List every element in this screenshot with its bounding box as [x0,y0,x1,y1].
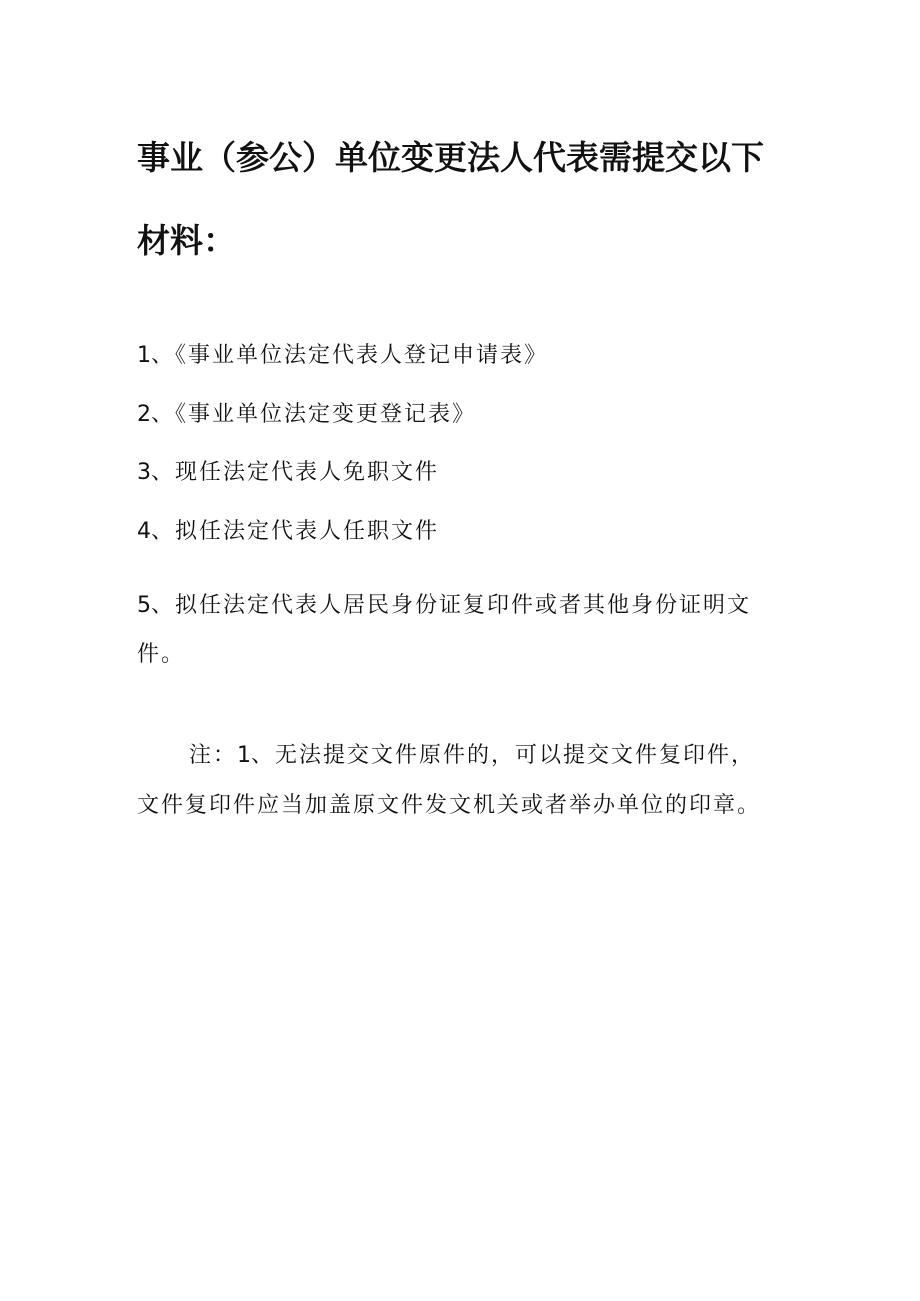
list-item-separator: 、 [151,593,176,618]
note-line-2: 文件复印件应当加盖原文件发文机关或者举办单位的印章。 [137,793,762,818]
list-item-text: 《事业单位法定代表人登记申请表》 [175,343,549,368]
list-item-separator: 、 [151,460,176,485]
list-item [137,458,439,488]
document-title-line-1: 事业（参公）单位变更法人代表需提交以下 [137,138,764,177]
list-item-text: 现任法定代表人免职文件 [175,460,440,485]
note-number: 1 [237,743,252,768]
list-item-separator: 、 [151,343,176,368]
list-item-number: 2 [137,402,151,427]
document-title-line-2: 材料： [137,221,236,260]
list-item-number: 5 [137,593,151,618]
list-item-text: 拟任法定代表人任职文件 [175,519,440,544]
list-item [137,517,439,547]
list-item-text: 《事业单位法定变更登记表》 [175,402,477,427]
list-item [137,591,751,621]
note-text: 无法提交文件原件的，可以提交文件复印件， [275,743,756,768]
list-item-separator: 、 [151,402,176,427]
list-item [137,400,476,430]
list-item [137,341,548,371]
list-item-number: 1 [137,343,151,368]
list-item-separator: 、 [151,519,176,544]
list-item-number: 4 [137,519,151,544]
list-item-number: 3 [137,460,151,485]
list-item-text: 拟任法定代表人居民身份证复印件或者其他身份证明文 [175,593,752,618]
note-line-1 [189,741,755,771]
list-item-continuation: 件。 [137,642,186,667]
note-separator: 、 [251,743,276,768]
note-prefix: 注： [189,743,238,768]
